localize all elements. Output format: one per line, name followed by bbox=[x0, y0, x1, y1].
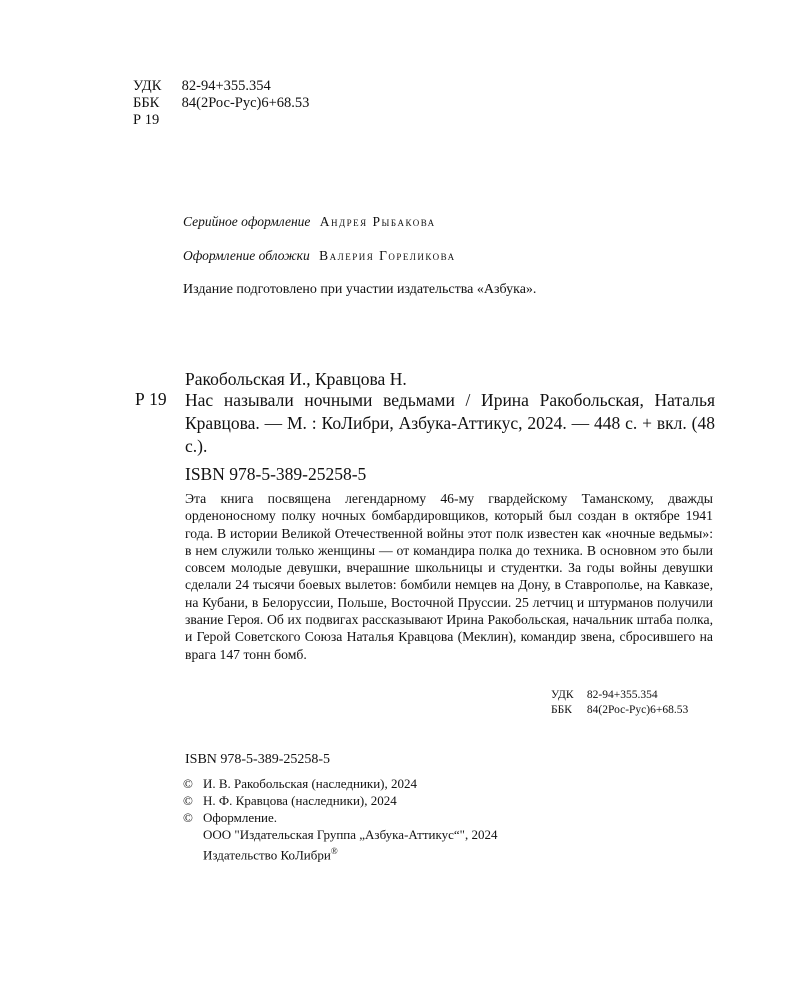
registered-mark: ® bbox=[330, 846, 338, 856]
udk-label: УДК bbox=[133, 78, 162, 94]
classification-block bbox=[133, 78, 309, 129]
publisher-note: Издание подготовлено при участии издательства «Азбука». bbox=[183, 282, 537, 297]
udk-value: 82-94+355.354 bbox=[181, 78, 271, 94]
copyright-block bbox=[183, 775, 497, 863]
copyright-symbol: © bbox=[183, 810, 193, 825]
bib-title: Нас называли ночными ведьмами / Ирина Ракобольская, Наталья Кравцова. — М. : КоЛибри, Азбука-Аттикус, 2024. — 448 с. + вкл. (48 с.). bbox=[185, 390, 715, 456]
udk-row bbox=[133, 78, 309, 95]
cover-designer-name: Валерия Гореликова bbox=[319, 248, 456, 263]
udk-small-row bbox=[551, 688, 688, 703]
copyright-text-2: Н. Ф. Кравцова (наследники), 2024 bbox=[203, 793, 397, 808]
copyright-line-2 bbox=[183, 792, 497, 809]
isbn-main: ISBN 978-5-389-25258-5 bbox=[185, 752, 331, 767]
cover-role: Оформление обложки bbox=[183, 248, 310, 263]
bbk-small-value: 84(2Рос-Рус)6+68.53 bbox=[586, 704, 689, 716]
copyright-text-1: И. В. Ракобольская (наследники), 2024 bbox=[203, 776, 418, 791]
classification-small bbox=[551, 688, 688, 718]
bbk-label: ББК bbox=[133, 95, 160, 111]
abstract-text: Эта книга посвящена легендарному 46-му гвардейскому Таманскому, дважды орденоносному полку ночных бомбардировщиков, который был создан в октябре 1941 года. В истории Великой Отечественной войны этот полк известен как «ночные ведьмы»: в нем служили только женщины — от командира полка до техника. В основном это были совсем молодые девушки, вчерашние школьницы и студентки. За годы войны девушки сделали 24 тысячи боевых вылетов: бомбили немцев на Дону, в Ставрополье, на Кавказе, на Кубани, в Белоруссии, Польше, Восточной Пруссии. 25 летчиц и штурманов получили звание Героя. Об их подвигах рассказывают Ирина Ракобольская, начальник штаба полка, и Герой Советского Союза Наталья Кравцова (Меклин), командир звена, сбросившего на врага 147 тонн бомб. bbox=[185, 491, 713, 662]
bib-authors: Ракобольская И., Кравцова Н. bbox=[185, 369, 407, 389]
udk-small-label: УДК bbox=[551, 689, 574, 701]
copyright-text-5: Издательство КоЛибри bbox=[203, 847, 331, 863]
bbk-value: 84(2Рос-Рус)6+68.53 bbox=[181, 95, 310, 111]
udk-small-value: 82-94+355.354 bbox=[586, 689, 658, 701]
cover-credit bbox=[183, 248, 456, 264]
copyright-line-1 bbox=[183, 775, 497, 792]
author-code: Р 19 bbox=[133, 112, 160, 128]
bbk-small-row bbox=[551, 703, 688, 718]
copyright-line-3 bbox=[183, 809, 497, 826]
bbk-row bbox=[133, 95, 309, 112]
bib-author-code: Р 19 bbox=[135, 389, 167, 409]
copyright-line-4: ООО "Издательская Группа „Азбука-Аттикус“", 2024 bbox=[203, 827, 498, 842]
copyright-text-3: Оформление. bbox=[203, 810, 278, 825]
series-role: Серийное оформление bbox=[183, 214, 311, 229]
copyright-line-5 bbox=[183, 843, 497, 863]
series-designer-name: Андрея Рыбакова bbox=[319, 214, 436, 229]
bbk-small-label: ББК bbox=[551, 704, 572, 716]
bib-isbn: ISBN 978-5-389-25258-5 bbox=[185, 464, 367, 484]
series-credit bbox=[183, 214, 436, 230]
copyright-symbol: © bbox=[183, 793, 193, 808]
copyright-symbol: © bbox=[183, 776, 193, 791]
